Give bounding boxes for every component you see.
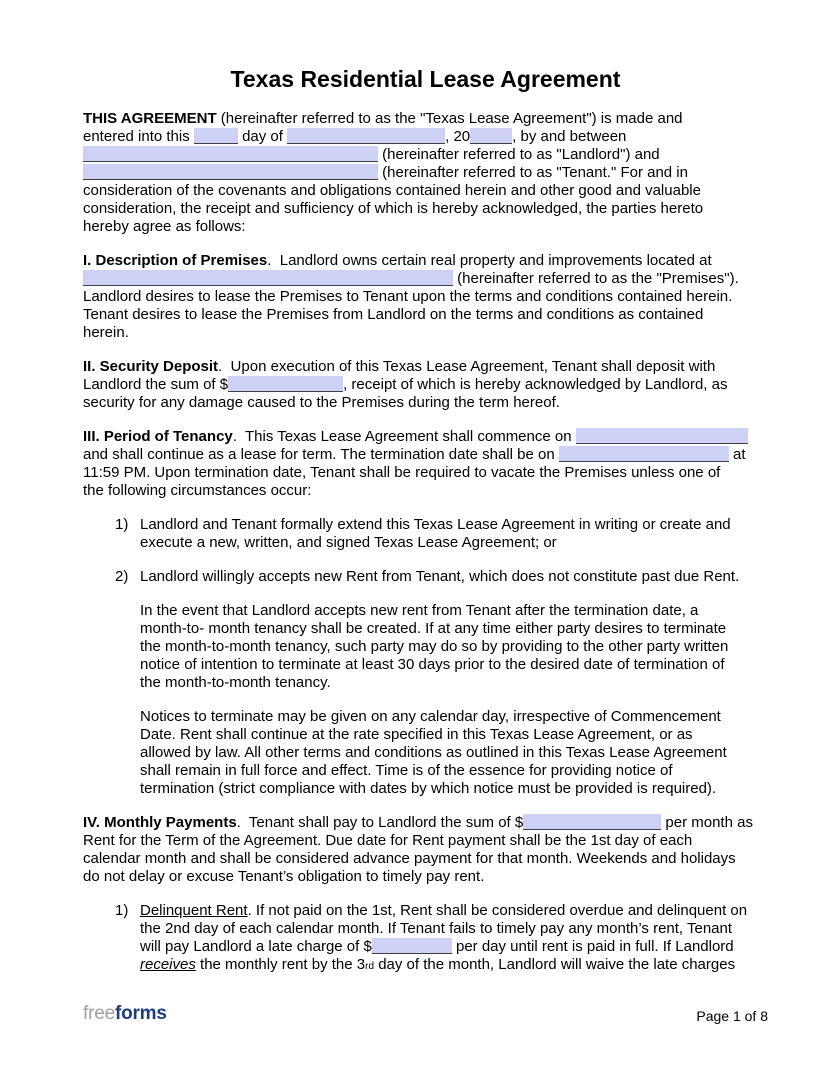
text-run: In the event that Landlord accepts new rent from Tenant after the termination date, a bbox=[140, 602, 699, 619]
text-run: shall remain in full force and effect. Time is of the essence for providing notice of bbox=[140, 762, 673, 779]
text-run: Notices to terminate may be given on any calendar day, irrespective of Commencement bbox=[140, 708, 721, 725]
text-run: . Upon execution of this Texas Lease Agreement, Tenant shall deposit with bbox=[218, 358, 716, 375]
text-run: notice of intention to terminate at least 30 days prior to the desired date of termination of bbox=[140, 656, 725, 673]
text-run: entered into this bbox=[83, 128, 194, 145]
section-iv-monthly-payments bbox=[83, 814, 768, 886]
text-run: do not delay or excuse Tenant’s obligation to timely pay rent. bbox=[83, 868, 485, 885]
text-run: termination (strict compliance with dates by which notice must be provided is required). bbox=[140, 780, 717, 797]
list-item-body bbox=[140, 568, 739, 586]
text-run: Date. Rent shall continue at the rate specified in this Texas Lease Agreement, or as bbox=[140, 726, 693, 743]
text-run: month-to- month tenancy shall be created. If at any time either party desires to terminate bbox=[140, 620, 727, 637]
blank-premises-address[interactable] bbox=[83, 270, 453, 286]
text-run: the 2nd day of each calendar month. If Tenant fails to timely pay any month’s rent, Tenant bbox=[140, 920, 733, 937]
blank-year[interactable] bbox=[470, 128, 512, 144]
document-body bbox=[83, 110, 768, 976]
text-run: . If not paid on the 1st, Rent shall be considered overdue and delinquent on bbox=[247, 902, 748, 919]
text-run: the monthly rent by the 3 bbox=[195, 956, 366, 973]
section-i-description-of-premises bbox=[83, 252, 768, 342]
freeforms-logo bbox=[83, 1003, 167, 1025]
text-run: the month-to-month tenancy, such party may do so by providing to the other party written bbox=[140, 638, 729, 655]
text-run: consideration of the covenants and obligations contained herein and other good and valuable bbox=[83, 182, 701, 199]
list-item-body bbox=[140, 516, 731, 552]
blank-commencement-date[interactable] bbox=[576, 428, 748, 444]
section-heading-text: II. Security Deposit bbox=[83, 358, 219, 375]
text-run: . This Texas Lease Agreement shall commence on bbox=[232, 428, 576, 445]
page-footer bbox=[83, 1003, 768, 1025]
text-run: calendar month and shall be considered advance payment for that month. Weekends and holidays bbox=[83, 850, 736, 867]
text-run: the following circumstances occur: bbox=[83, 482, 312, 499]
blank-tenant-name[interactable] bbox=[83, 164, 378, 180]
text-run: will pay Landlord a late charge of $ bbox=[140, 938, 372, 955]
text-run: allowed by law. All other terms and conditions as outlined in this Texas Lease Agreement bbox=[140, 744, 727, 761]
blank-month[interactable] bbox=[287, 128, 445, 144]
list-number: 1) bbox=[115, 516, 129, 533]
blank-day[interactable] bbox=[194, 128, 238, 144]
document-title: Texas Residential Lease Agreement bbox=[230, 66, 621, 92]
section-heading-text: THIS AGREEMENT bbox=[83, 110, 217, 127]
text-run: receives bbox=[140, 956, 196, 973]
blank-landlord-name[interactable] bbox=[83, 146, 378, 162]
section-heading-text: III. Period of Tenancy bbox=[83, 428, 233, 445]
text-run: day of the month, Landlord will waive the late charges bbox=[374, 956, 736, 973]
text-run: execute a new, written, and signed Texas Lease Agreement; or bbox=[140, 534, 557, 551]
blank-late-charge-amount[interactable] bbox=[372, 938, 452, 954]
text-run: , 20 bbox=[445, 128, 471, 145]
text-run: (hereinafter referred to as "Tenant." For and in bbox=[378, 164, 688, 181]
text-run: Delinquent Rent bbox=[140, 902, 248, 919]
text-run: . Tenant shall pay to Landlord the sum of $ bbox=[236, 814, 524, 831]
blank-termination-date[interactable] bbox=[559, 446, 729, 462]
text-run: , by and between bbox=[512, 128, 627, 145]
logo-text-forms: forms bbox=[114, 1003, 167, 1024]
section-ii-security-deposit bbox=[83, 358, 768, 412]
text-run: Landlord willingly accepts new Rent from Tenant, which does not constitute past due Rent. bbox=[140, 568, 740, 585]
logo-text-free: free bbox=[83, 1003, 115, 1024]
section-heading-text: I. Description of Premises bbox=[83, 252, 268, 269]
list-number: 2) bbox=[115, 568, 129, 585]
text-run: (hereinafter referred to as "Landlord") and bbox=[378, 146, 660, 163]
text-run: , receipt of which is hereby acknowledged by Landlord, as bbox=[343, 376, 728, 393]
opening-paragraph bbox=[83, 110, 768, 236]
text-run: 11:59 PM. Upon termination date, Tenant shall be required to vacate the Premises unless one of bbox=[83, 464, 721, 481]
text-run: the month-to-month tenancy. bbox=[140, 674, 331, 691]
new-rent-item bbox=[83, 568, 768, 586]
blank-monthly-rent-amount[interactable] bbox=[523, 814, 661, 830]
month-to-month-paragraph bbox=[140, 602, 768, 692]
text-run: consideration, the receipt and sufficiency of which is hereby acknowledged, the parties hereto bbox=[83, 200, 704, 217]
section-iii-period-of-tenancy bbox=[83, 428, 768, 500]
text-run: rd bbox=[365, 961, 375, 972]
text-run: (hereinafter referred to as the "Texas Lease Agreement") is made and bbox=[216, 110, 683, 127]
text-run: . Landlord owns certain real property and improvements located at bbox=[267, 252, 712, 269]
text-run: hereby agree as follows: bbox=[83, 218, 246, 235]
text-run: at bbox=[728, 446, 746, 463]
text-run: per month as bbox=[661, 814, 753, 831]
delinquent-rent-item bbox=[83, 902, 768, 976]
notices-to-terminate-paragraph bbox=[140, 708, 768, 798]
text-run: Rent for the Term of the Agreement. Due date for Rent payment shall be the 1st day of each bbox=[83, 832, 693, 849]
tenancy-extension-item bbox=[83, 516, 768, 552]
list-number: 1) bbox=[115, 902, 129, 919]
text-run: Landlord and Tenant formally extend this Texas Lease Agreement in writing or create and bbox=[140, 516, 731, 533]
text-run: per day until rent is paid in full. If Landlord bbox=[451, 938, 734, 955]
text-run: herein. bbox=[83, 324, 129, 341]
text-run: (hereinafter referred to as the "Premises"). bbox=[453, 270, 739, 287]
text-run: Landlord the sum of $ bbox=[83, 376, 229, 393]
blank-security-deposit-amount[interactable] bbox=[228, 376, 343, 392]
text-run: Landlord desires to lease the Premises to Tenant upon the terms and conditions contained herein. bbox=[83, 288, 733, 305]
text-run: security for any damage caused to the Premises during the term hereof. bbox=[83, 394, 560, 411]
text-run: and shall continue as a lease for term. The termination date shall be on bbox=[83, 446, 559, 463]
list-item-body bbox=[140, 902, 747, 976]
text-run: Tenant desires to lease the Premises from Landlord on the terms and conditions as contained bbox=[83, 306, 704, 323]
page-number-label: Page 1 of 8 bbox=[696, 1008, 768, 1024]
text-run: day of bbox=[237, 128, 288, 145]
section-heading-text: IV. Monthly Payments bbox=[83, 814, 237, 831]
